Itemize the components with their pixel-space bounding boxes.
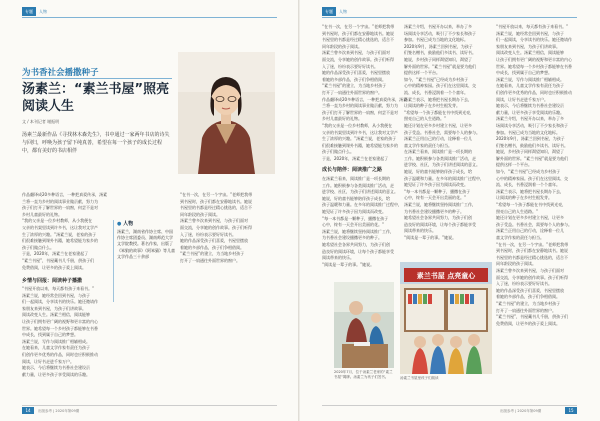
footer-rule: [22, 405, 277, 406]
text-line: 场阅读分享活动，吸引了不少家长和孩子: [404, 30, 476, 36]
text-line: “素兰书屋”，书屋藏书几千册，供孩子们: [22, 257, 95, 263]
text-line: 汤素兰曾多次来到书屋，与孩子们面对: [180, 218, 248, 224]
portrait-photo: [178, 52, 275, 174]
text-line: 父亲的书架里读到许多书，这让我对文学产: [322, 129, 398, 135]
text-line: 参加。书屋已成为当地的文化地标。: [496, 129, 560, 135]
text-line: 在她看来，儿童文学作家有责任为孩子: [22, 345, 90, 351]
text-line: 她希望社会各界共同努力，为孩子们创: [404, 215, 472, 221]
section-tag: 专题: [22, 7, 36, 16]
sidebar-title: [117, 220, 175, 227]
text-line: 在汤素兰看来，阅读推广是一项长期的: [404, 149, 472, 155]
author-sidebar: [113, 220, 175, 302]
signing-photo-illustration: [334, 282, 394, 368]
person-icon: ●: [117, 221, 122, 227]
text-line: 如今，“素兰书屋”已经成为乡村孩子: [496, 169, 561, 175]
text-line: 献力量，让更多孩子享受阅读的乐趣。: [496, 109, 564, 115]
text-line: 为书香社会建设播撒更多的种子。: [404, 208, 464, 214]
text-line: 让阅读的种子在乡村生根发芽。: [496, 195, 552, 201]
text-line: 汤素兰说，她经常会回到书屋，与孩子: [496, 30, 564, 36]
text-line: 造良好的阅读环境，让每个孩子都能享受: [322, 248, 394, 254]
bookstore-photo: [400, 262, 492, 374]
article-dek: 汤素兰最新作品《寻找林木森先生》，书中通过一家两年书店的诗失与回归，呼唤为孩子留下纯真善，希望在每一个孩子的成长过程中，都有美好的书店相伴: [22, 132, 170, 154]
header-rule: [322, 17, 577, 18]
section-subtag: 人物: [339, 8, 347, 14]
text-line: 生了浓厚的兴趣。”汤素兰说，老家的孩子: [322, 136, 397, 142]
text-line: 汤素兰说，写作与阅读推广相辅相成。: [22, 338, 90, 344]
text-line: 阅读带来的快乐。: [404, 228, 436, 234]
text-line: 们签名赠书，鼓励他们多读书、读好书。: [404, 50, 476, 56]
text-line: 她表示，今后将继续为书香社会建设贡: [496, 103, 564, 109]
text-line: 书屋里的书都是经过精心挑选的，适合不: [180, 205, 252, 211]
text-line: 家朋友来到书屋，为孩子们讲故事。: [22, 305, 86, 311]
body-column-5: [496, 24, 578, 327]
text-line: 孩子温暖和力量。在多年的阅读推广过程中，: [322, 202, 402, 208]
text-line: 们很难接触到课外书籍，她希望能为家乡的: [322, 142, 398, 148]
text-line: 提供这样一个平台。: [404, 70, 440, 76]
text-line: 提供这样一个平台。: [496, 162, 532, 168]
text-line: 作品翻译成20多种语言，一种把真爱传承，汤素: [22, 192, 108, 197]
text-line: 2020年9月，汤素兰回到书屋，为孩子: [404, 43, 473, 49]
text-line: 面交流，分享她的创作故事。孩子们听得: [496, 274, 568, 280]
text-line: 书屋里的书都是经过精心挑选的，适合不: [496, 254, 568, 260]
text-line: 让阅读的种子在乡村生根发芽。: [404, 103, 460, 109]
text-line: 在她看来，儿童文学作家有责任为孩子: [496, 83, 564, 89]
text-line: 到书屋时，孩子们都在安静地读书。她说: [322, 30, 394, 36]
text-line: “书屋开放以来，每天都有孩子来看书。”: [496, 24, 569, 29]
text-line: 工作。她积极参与各类阅读推广活动，走: [322, 182, 394, 188]
bookstore-photo-illustration: [400, 262, 492, 374]
text-line: 汤素兰表示，她将把书屋长期办下去，: [496, 188, 564, 194]
text-line: 汤素兰介绍，书屋开办以来，举办了多: [404, 24, 472, 29]
text-line: 她的作品深受孩子们喜爱，书屋里摆放: [496, 287, 564, 293]
text-line: 们一起阅读，分享读书的快乐。她还邀请作: [496, 37, 572, 43]
text-line: “素兰书屋”的建立，为当地乡村孩子: [496, 300, 561, 306]
subhead-1: 乡情与回报：阅读种子播撒: [22, 278, 83, 284]
text-line: 着她的多部作品，孩子们争相借阅。: [322, 76, 386, 82]
text-line: 免费借阅，让更多的孩子爱上阅读。: [496, 320, 560, 326]
text-line: 乡村儿童最好的礼物。: [22, 211, 62, 217]
text-line: “希望每一个孩子都能在书中找到光亮，: [404, 109, 475, 115]
body-column-3: [322, 24, 408, 162]
page-number: 14: [22, 407, 34, 414]
text-line: 童文学作家的责任与担当。: [404, 142, 452, 148]
text-line: “在书一次，在另一个宇宙。”老师把我带: [322, 24, 395, 29]
text-line: 她见证了许多孩子因为阅读而改变。: [322, 208, 386, 214]
text-line: 入了迷，纷纷表示要好好读书。: [496, 281, 552, 287]
text-line: 们一起阅读，分享读书的快乐。她还邀请作: [22, 299, 98, 305]
text-line: 着她的多部作品，孩子们争相借阅。: [180, 244, 244, 250]
portrait-illustration: [178, 52, 275, 174]
text-line: 打开了一扇通往外面世界的窗户。: [180, 257, 240, 263]
text-line: 面交流，分享她的创作故事。孩子们听得: [322, 56, 394, 62]
text-line: 解外面的世界。“素兰书屋”就是要为他们: [496, 155, 569, 161]
text-line: 阅读带来的快乐。: [322, 255, 354, 261]
text-line: 阅读，让好书走进千家万户。: [22, 358, 74, 364]
left-page: [0, 0, 299, 421]
text-line: 汤素兰正用自己的行动，诠释着一位儿: [404, 136, 472, 142]
signing-photo-caption: 2020年7月，位于汤素兰老家的“素兰书屋”揭牌。汤素兰为孩子们签书。: [334, 370, 393, 379]
text-line: 2020年9月，汤素兰回到书屋，为孩子: [496, 136, 565, 142]
text-line: “阅读是一辈子的事。”她说。: [404, 235, 457, 240]
kicker-rule: [22, 78, 172, 79]
text-line: 她见证了许多孩子因为阅读而改变。: [404, 182, 468, 188]
text-line: 阅读改变人生。汤素兰相信，阅读能够: [496, 50, 564, 56]
text-line: “每一本书都是一颗种子，播撒在孩子: [322, 215, 389, 221]
text-line: 参加。书屋已成为当地的文化地标。: [404, 37, 468, 43]
page-number: 15: [565, 407, 577, 414]
text-line: 孩子们做点什么。: [322, 149, 354, 155]
text-line: 们创作更多优秀的作品，同时也应积极推动: [22, 351, 98, 357]
text-line: “素兰书屋”的建立，为当地乡村孩子: [322, 83, 387, 89]
text-line: 照亮自己的人生道路。”: [404, 116, 447, 122]
text-line: 解外面的世界。“素兰书屋”就是要为他们: [404, 63, 477, 69]
text-line: 心中，终有一天会开出美丽的花。”: [322, 222, 385, 228]
text-line: 阅读，让好书走进千家万户。: [496, 96, 548, 102]
text-line: 进学校、社区，为孩子们讲述阅读的意义。: [322, 189, 398, 195]
text-line: 于是，2020年，汤素兰在老家建起了: [322, 155, 389, 161]
body-column-2: [180, 192, 276, 265]
title-line-1: 汤素兰：“素兰书屋”照亮: [22, 82, 170, 97]
text-line: 她说，好的童书能够陪伴孩子成长，给: [322, 195, 390, 201]
text-line: 于是，2020年，汤素兰在老家建起了: [22, 251, 89, 257]
text-line: 面交流，分享她的创作故事。孩子们听得: [180, 224, 252, 230]
text-line: “素兰书屋”的建立，为当地乡村孩子: [180, 251, 245, 257]
text-line: 汤素兰说，她将继续坚持阅读推广工作，: [404, 202, 476, 208]
body-column-1b: [22, 286, 110, 378]
text-line: 孩子受益。书香社会，需要每个人的参与。: [404, 129, 480, 135]
text-line: 作品翻译成20多种语言，一种把真爱传承，汤素: [322, 96, 408, 102]
text-line: 让孩子们拥有更广阔的视野和更丰富的内心: [22, 318, 98, 324]
right-page-header: [322, 7, 347, 16]
text-line: 们创作更多优秀的作品，同时也应积极推动: [496, 89, 572, 95]
text-line: 着她的多部作品，孩子们争相借阅。: [496, 294, 560, 300]
sidebar-title-text: 人物: [123, 221, 134, 227]
text-line: “我的父亲是一位乡村教师，从小我便在: [322, 122, 393, 128]
text-line: 汤素兰说，她经常会回到书屋，与孩子: [22, 292, 90, 298]
text-line: 她说，乡村孩子同样渴望知识，渴望了: [496, 149, 564, 155]
section-tag: 专题: [322, 7, 336, 16]
text-line: 童文学作家的责任与担当。: [496, 235, 544, 240]
text-line: 孩子受益。书香社会，需要每个人的参与。: [496, 221, 572, 227]
text-line: “在书一次，在另一个宇宙。”老师把我带: [180, 192, 253, 197]
text-line: 中成长，找到属于自己的梦想。: [22, 332, 78, 338]
footer-text: 出版参考 | 2020年第09期: [500, 409, 542, 413]
text-line: 她希望社会各界共同努力，为孩子们创: [322, 241, 390, 247]
text-line: 心中的精神家园。孩子们在这里阅读、交: [404, 83, 476, 89]
text-line: 流、成长，书香浸润着一个个童年。: [496, 182, 560, 188]
text-line: 父亲的书架里读到许多书，这让我对文学产: [22, 224, 98, 230]
text-line: 汤素兰说，写作与阅读推广相辅相成。: [496, 76, 564, 82]
text-line: 如今，“素兰书屋”已经成为乡村孩子: [404, 76, 469, 82]
text-line: 汤素兰表示，她将把书屋长期办下去，: [404, 96, 472, 102]
text-line: 献力量，让更多孩子享受阅读的乐趣。: [22, 371, 90, 377]
text-line: 汤素兰曾多次来到书屋，与孩子们面对: [322, 50, 390, 56]
title-line-2: 阅读人生: [22, 99, 75, 114]
text-line: 世界。她希望每一个乡村孩子都能够在书香: [496, 63, 572, 69]
text-line: “素兰书屋”，书屋藏书几千册，供孩子们: [496, 314, 569, 320]
text-line: 孩子们做点什么。: [22, 244, 54, 250]
text-line: 为书香社会建设播撒更多的种子。: [322, 235, 382, 241]
text-line: “希望每一个孩子都能在书中找到光亮，: [496, 202, 567, 208]
body-column-4: [404, 24, 486, 242]
text-line: 照亮自己的人生道路。”: [496, 208, 539, 214]
left-page-header: [22, 7, 47, 16]
text-line: 书屋里的书都是经过精心挑选的，适合不: [322, 37, 394, 43]
bookstore-photo-caption: 汤素兰书屋里孩子们阅读: [400, 376, 439, 380]
bookstore-banner-text: 素兰书屋 点亮童心: [416, 272, 476, 280]
text-line: 打开了一扇通往外面世界的窗户。: [496, 307, 556, 313]
text-line: 同年龄段的孩子阅读。: [496, 261, 536, 267]
text-line: 兰将一直为乡村的阅读事业做贡献，努力为: [322, 103, 398, 109]
text-line: 心中的精神家园。孩子们在这里阅读、交: [496, 175, 568, 181]
header-rule: [22, 17, 277, 18]
text-line: 兰将一直为乡村的阅读事业做贡献，努力为: [22, 198, 98, 204]
text-line: 流、成长，书香浸润着一个个童年。: [404, 89, 468, 95]
sidebar-text: 汤素兰，湖南省作协主席、中国作协主席团委员、湖南师范大学文学院教授。著名作家，出版了《笨狼的故事》《阿笨猫》等儿童文学作品三十余部: [117, 229, 175, 259]
text-line: 同年龄段的孩子阅读。: [322, 43, 362, 49]
text-line: 孩子温暖和力量。在多年的阅读推广过程中，: [404, 175, 484, 181]
text-line: 阅读改变人生。汤素兰相信，阅读能够: [22, 312, 90, 318]
text-line: “我的父亲是一位乡村教师，从小我便在: [22, 218, 93, 224]
text-line: “阅读是一辈子的事。”她说。: [322, 261, 375, 267]
text-line: 们很难接触到课外书籍，她希望能为家乡的: [22, 238, 98, 244]
text-line: 到书屋时，孩子们都在安静地读书。她说: [180, 198, 252, 204]
text-line: 她的作品深受孩子们喜爱，书屋里摆放: [322, 70, 390, 76]
text-line: 场阅读分享活动，吸引了不少家长和孩子: [496, 122, 568, 128]
text-line: 心中，终有一天会开出美丽的花。”: [404, 195, 467, 201]
text-line: 她还计划在更多乡村建立书屋，让更多: [404, 122, 472, 128]
text-line: 汤素兰说，她将继续坚持阅读推广工作，: [322, 228, 394, 234]
text-line: 汤素兰介绍，书屋开办以来，举办了多: [496, 116, 564, 122]
text-line: “在书一次，在另一个宇宙。”老师把我带: [496, 241, 569, 247]
text-line: 们签名赠书，鼓励他们多读书、读好书。: [496, 142, 568, 148]
text-line: 在汤素兰看来，阅读推广是一项长期的: [322, 176, 390, 181]
text-line: 免费借阅，让更多的孩子爱上阅读。: [22, 264, 86, 270]
text-line: 孩子们打开了解世界的一扇窗，何尝不是对: [22, 205, 98, 211]
text-line: “书屋开放以来，每天都有孩子来看书。”: [22, 286, 95, 291]
right-page: [300, 0, 600, 421]
text-line: 同年龄段的孩子阅读。: [180, 211, 220, 217]
signing-photo: [334, 282, 394, 368]
article-byline: 文 / 本刊记者 谢振明: [22, 119, 60, 124]
text-line: 家朋友来到书屋，为孩子们讲故事。: [496, 43, 560, 49]
text-line: 孩子们打开了解世界的一扇窗，何尝不是对: [322, 109, 398, 115]
text-line: 入了迷，纷纷表示要好好读书。: [322, 63, 378, 69]
text-line: 她说，乡村孩子同样渴望知识，渴望了: [404, 56, 472, 62]
text-line: 世界。她希望每一个乡村孩子都能够在书香: [22, 325, 98, 331]
article-title: [22, 81, 172, 115]
text-line: 乡村儿童最好的礼物。: [322, 116, 362, 122]
article-kicker: 为书香社会播撒种子: [22, 68, 99, 78]
text-line: 她表示，今后将继续为书香社会建设贡: [22, 365, 90, 371]
text-line: 她还计划在更多乡村建立书屋，让更多: [496, 215, 564, 221]
text-line: “每一本书都是一颗种子，播撒在孩子: [404, 188, 471, 194]
footer-text: 出版参考 | 2020年第09期: [38, 409, 80, 413]
text-line: 让孩子们拥有更广阔的视野和更丰富的内心: [496, 56, 572, 62]
footer-rule: [322, 405, 577, 406]
text-line: 入了迷，纷纷表示要好好读书。: [180, 231, 236, 237]
text-line: 她说，好的童书能够陪伴孩子成长，给: [404, 169, 472, 175]
text-line: 汤素兰曾多次来到书屋，与孩子们面对: [496, 267, 564, 273]
text-line: 中成长，找到属于自己的梦想。: [496, 70, 552, 76]
text-line: 汤素兰正用自己的行动，诠释着一位儿: [496, 228, 564, 234]
text-line: 打开了一扇通往外面世界的窗户。: [322, 89, 382, 95]
text-line: 工作。她积极参与各类阅读推广活动，走: [404, 155, 476, 161]
section-subtag: 人物: [39, 8, 47, 14]
text-line: 她的作品深受孩子们喜爱，书屋里摆放: [180, 238, 248, 244]
text-line: 生了浓厚的兴趣。”汤素兰说，老家的孩子: [22, 231, 97, 237]
text-line: 造良好的阅读环境，让每个孩子都能享受: [404, 221, 476, 227]
subhead-2: 成长与陪伴：阅读推广之路: [322, 167, 383, 173]
body-column-1: [22, 192, 110, 271]
text-line: 到书屋时，孩子们都在安静地读书。她说: [496, 248, 568, 254]
text-line: 进学校、社区，为孩子们讲述阅读的意义。: [404, 162, 480, 168]
body-column-3b: [322, 176, 402, 268]
